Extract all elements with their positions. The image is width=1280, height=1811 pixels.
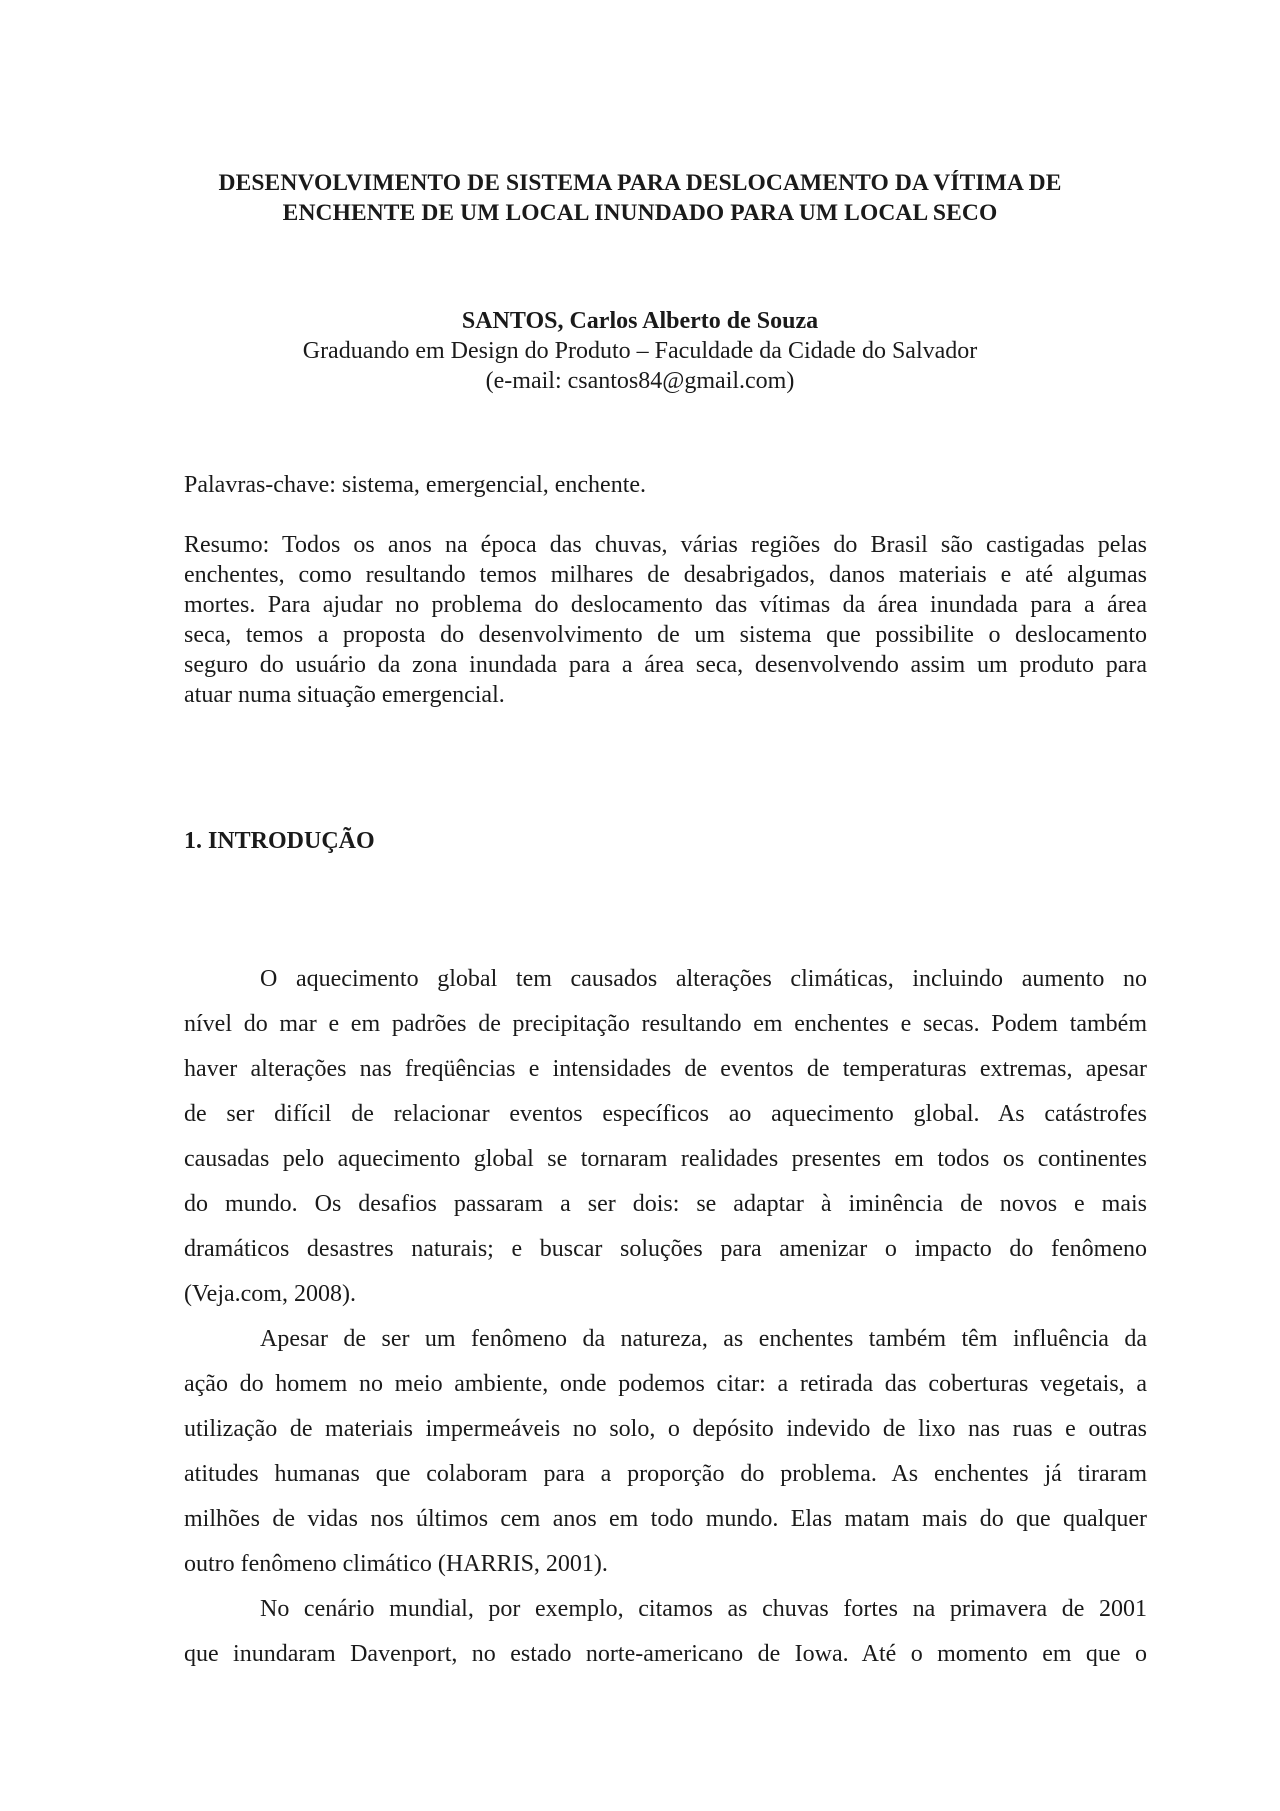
body-line: atitudes humanas que colaboram para a proporção do problema. As enchentes já tiraram	[184, 1461, 1147, 1487]
body-line: que inundaram Davenport, no estado norte-americano de Iowa. Até o momento em que o	[184, 1641, 1147, 1667]
body-line: No cenário mundial, por exemplo, citamos as chuvas fortes na primavera de 2001	[260, 1596, 1147, 1622]
author-email: (e-mail: csantos84@gmail.com)	[485, 368, 795, 394]
abstract-line: seguro do usuário da zona inundada para a área seca, desenvolvendo assim um produto para	[184, 652, 1147, 678]
body-line: ação do homem no meio ambiente, onde podemos citar: a retirada das coberturas vegetais, a	[184, 1371, 1147, 1397]
paper-title	[140, 168, 1140, 228]
abstract-line: mortes. Para ajudar no problema do deslocamento das vítimas da área inundada para a área	[184, 592, 1147, 618]
body-line: Apesar de ser um fenômeno da natureza, as enchentes também têm influência da	[260, 1326, 1147, 1352]
body-line: do mundo. Os desafios passaram a ser dois: se adaptar à iminência de novos e mais	[184, 1191, 1147, 1217]
body-line: haver alterações nas freqüências e intensidades de eventos de temperaturas extremas, apesar	[184, 1056, 1147, 1082]
abstract-line: atuar numa situação emergencial.	[184, 682, 505, 708]
body-line: dramáticos desastres naturais; e buscar soluções para amenizar o impacto do fenômeno	[184, 1236, 1147, 1262]
body-line: (Veja.com, 2008).	[184, 1281, 356, 1307]
paper-title-line-1: DESENVOLVIMENTO DE SISTEMA PARA DESLOCAMENTO DA VÍTIMA DE	[218, 170, 1062, 196]
paper-title-line-2: ENCHENTE DE UM LOCAL INUNDADO PARA UM LOCAL SECO	[282, 200, 998, 226]
abstract-line: Resumo: Todos os anos na época das chuvas, várias regiões do Brasil são castigadas pelas	[184, 532, 1147, 558]
abstract-line: seca, temos a proposta do desenvolvimento de um sistema que possibilite o deslocamento	[184, 622, 1147, 648]
body-line: de ser difícil de relacionar eventos específicos ao aquecimento global. As catástrofes	[184, 1101, 1147, 1127]
body-text	[184, 957, 1147, 1677]
abstract-line: enchentes, como resultando temos milhares de desabrigados, danos materiais e até algumas	[184, 562, 1147, 588]
body-line: outro fenômeno climático (HARRIS, 2001).	[184, 1551, 608, 1577]
author-block	[140, 306, 1140, 396]
section-heading: 1. INTRODUÇÃO	[184, 828, 375, 854]
author-affiliation: Graduando em Design do Produto – Faculdade da Cidade do Salvador	[302, 338, 978, 364]
author-name: SANTOS, Carlos Alberto de Souza	[461, 308, 819, 334]
keywords: Palavras-chave: sistema, emergencial, enchente.	[184, 472, 647, 498]
body-line: nível do mar e em padrões de precipitação resultando em enchentes e secas. Podem também	[184, 1011, 1147, 1037]
body-line: utilização de materiais impermeáveis no solo, o depósito indevido de lixo nas ruas e outras	[184, 1416, 1147, 1442]
body-line: O aquecimento global tem causados alterações climáticas, incluindo aumento no	[260, 966, 1147, 992]
body-line: causadas pelo aquecimento global se tornaram realidades presentes em todos os continentes	[184, 1146, 1147, 1172]
body-line: milhões de vidas nos últimos cem anos em todo mundo. Elas matam mais do que qualquer	[184, 1506, 1147, 1532]
abstract	[184, 530, 1147, 710]
